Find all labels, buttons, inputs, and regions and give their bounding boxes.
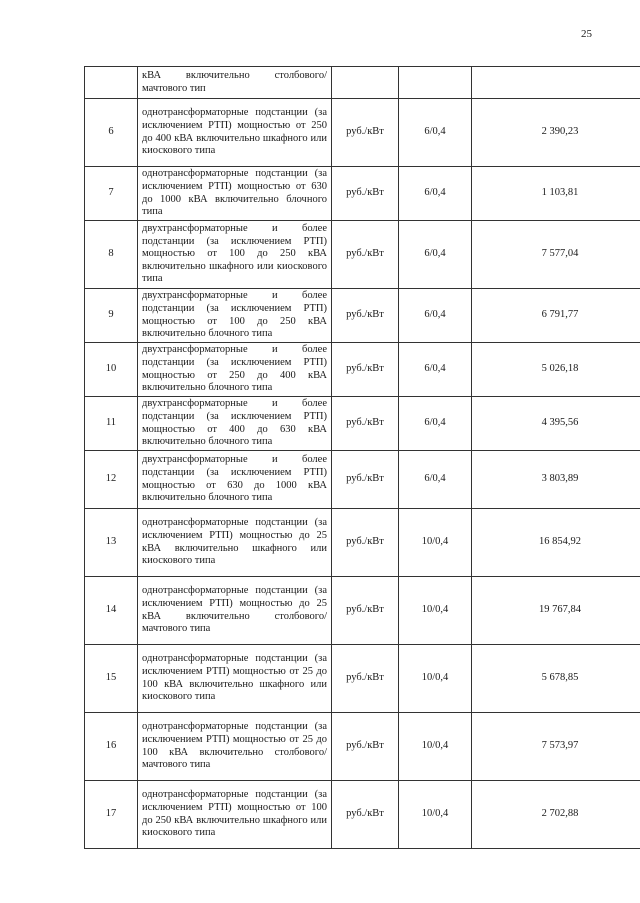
description-cell: однотрансформаторные подстанции (за исключением РТП) мощностью от 25 до 100 кВА включительно шкафного или киоскового типа xyxy=(138,645,332,713)
row-number-cell: 12 xyxy=(85,451,138,509)
row-number-cell: 9 xyxy=(85,289,138,343)
price-cell: 7 573,97 xyxy=(472,713,640,781)
price-cell: 2 702,88 xyxy=(472,781,640,849)
unit-cell: руб./кВт xyxy=(332,221,399,289)
voltage-cell: 10/0,4 xyxy=(399,781,472,849)
description-cell: двухтрансформаторные и более подстанции (за исключением РТП) мощностью от 250 до 400 кВА включительно блочного типа xyxy=(138,343,332,397)
table-row xyxy=(85,289,640,343)
voltage-cell: 10/0,4 xyxy=(399,645,472,713)
price-cell: 3 803,89 xyxy=(472,451,640,509)
voltage-cell: 10/0,4 xyxy=(399,713,472,781)
description-cell: однотрансформаторные подстанции (за исключением РТП) мощностью от 250 до 400 кВА включительно шкафного или киоскового типа xyxy=(138,99,332,167)
table-row-continuation xyxy=(85,67,640,99)
description-cell: двухтрансформаторные и более подстанции (за исключением РТП) мощностью от 400 до 630 кВА включительно блочного типа xyxy=(138,397,332,451)
voltage-cell: 6/0,4 xyxy=(399,221,472,289)
table-row xyxy=(85,397,640,451)
table-row xyxy=(85,99,640,167)
row-number-cell: 13 xyxy=(85,509,138,577)
row-number-cell: 6 xyxy=(85,99,138,167)
table-row xyxy=(85,577,640,645)
price-cell: 5 678,85 xyxy=(472,645,640,713)
table-row xyxy=(85,781,640,849)
page-number: 25 xyxy=(581,28,592,40)
table-row xyxy=(85,221,640,289)
unit-cell: руб./кВт xyxy=(332,509,399,577)
unit-cell: руб./кВт xyxy=(332,713,399,781)
unit-cell: руб./кВт xyxy=(332,645,399,713)
voltage-cell: 6/0,4 xyxy=(399,99,472,167)
voltage-cell: 6/0,4 xyxy=(399,397,472,451)
price-cell: 4 395,56 xyxy=(472,397,640,451)
description-cell: двухтрансформаторные и более подстанции (за исключением РТП) мощностью от 100 до 250 кВА включительно блочного типа xyxy=(138,289,332,343)
price-cell xyxy=(472,67,640,99)
description-cell: однотрансформаторные подстанции (за исключением РТП) мощностью до 25 кВА включительно шкафного или киоскового типа xyxy=(138,509,332,577)
row-number-cell: 17 xyxy=(85,781,138,849)
price-cell: 7 577,04 xyxy=(472,221,640,289)
unit-cell: руб./кВт xyxy=(332,289,399,343)
voltage-cell xyxy=(399,67,472,99)
price-cell: 5 026,18 xyxy=(472,343,640,397)
row-number-cell: 14 xyxy=(85,577,138,645)
tariff-table xyxy=(84,66,640,849)
price-cell: 2 390,23 xyxy=(472,99,640,167)
unit-cell: руб./кВт xyxy=(332,577,399,645)
tariff-table-body xyxy=(85,67,640,849)
unit-cell xyxy=(332,67,399,99)
table-row xyxy=(85,645,640,713)
price-cell: 16 854,92 xyxy=(472,509,640,577)
description-cell: однотрансформаторные подстанции (за исключением РТП) мощностью до 25 кВА включительно столбового/мачтового типа xyxy=(138,577,332,645)
row-number-cell xyxy=(85,67,138,99)
description-cell: однотрансформаторные подстанции (за исключением РТП) мощностью от 100 до 250 кВА включительно шкафного или киоскового типа xyxy=(138,781,332,849)
voltage-cell: 6/0,4 xyxy=(399,167,472,221)
table-row xyxy=(85,713,640,781)
price-cell: 1 103,81 xyxy=(472,167,640,221)
description-cell: двухтрансформаторные и более подстанции (за исключением РТП) мощностью от 100 до 250 кВА включительно шкафного или киоскового типа xyxy=(138,221,332,289)
price-cell: 6 791,77 xyxy=(472,289,640,343)
unit-cell: руб./кВт xyxy=(332,781,399,849)
row-number-cell: 7 xyxy=(85,167,138,221)
unit-cell: руб./кВт xyxy=(332,397,399,451)
voltage-cell: 10/0,4 xyxy=(399,577,472,645)
row-number-cell: 11 xyxy=(85,397,138,451)
voltage-cell: 10/0,4 xyxy=(399,509,472,577)
description-cell: однотрансформаторные подстанции (за исключением РТП) мощностью от 630 до 1000 кВА включительно блочного типа xyxy=(138,167,332,221)
row-number-cell: 16 xyxy=(85,713,138,781)
unit-cell: руб./кВт xyxy=(332,99,399,167)
table-row xyxy=(85,451,640,509)
description-cell: однотрансформаторные подстанции (за исключением РТП) мощностью от 25 до 100 кВА включительно столбового/мачтового типа xyxy=(138,713,332,781)
row-number-cell: 15 xyxy=(85,645,138,713)
voltage-cell: 6/0,4 xyxy=(399,451,472,509)
description-cell: двухтрансформаторные и более подстанции (за исключением РТП) мощностью от 630 до 1000 кВА включительно блочного типа xyxy=(138,451,332,509)
table-row xyxy=(85,509,640,577)
voltage-cell: 6/0,4 xyxy=(399,289,472,343)
unit-cell: руб./кВт xyxy=(332,343,399,397)
table-row xyxy=(85,343,640,397)
price-cell: 19 767,84 xyxy=(472,577,640,645)
row-number-cell: 8 xyxy=(85,221,138,289)
unit-cell: руб./кВт xyxy=(332,451,399,509)
description-cell: кВА включительно столбового/мачтового тип xyxy=(138,67,332,99)
row-number-cell: 10 xyxy=(85,343,138,397)
table-row xyxy=(85,167,640,221)
unit-cell: руб./кВт xyxy=(332,167,399,221)
voltage-cell: 6/0,4 xyxy=(399,343,472,397)
